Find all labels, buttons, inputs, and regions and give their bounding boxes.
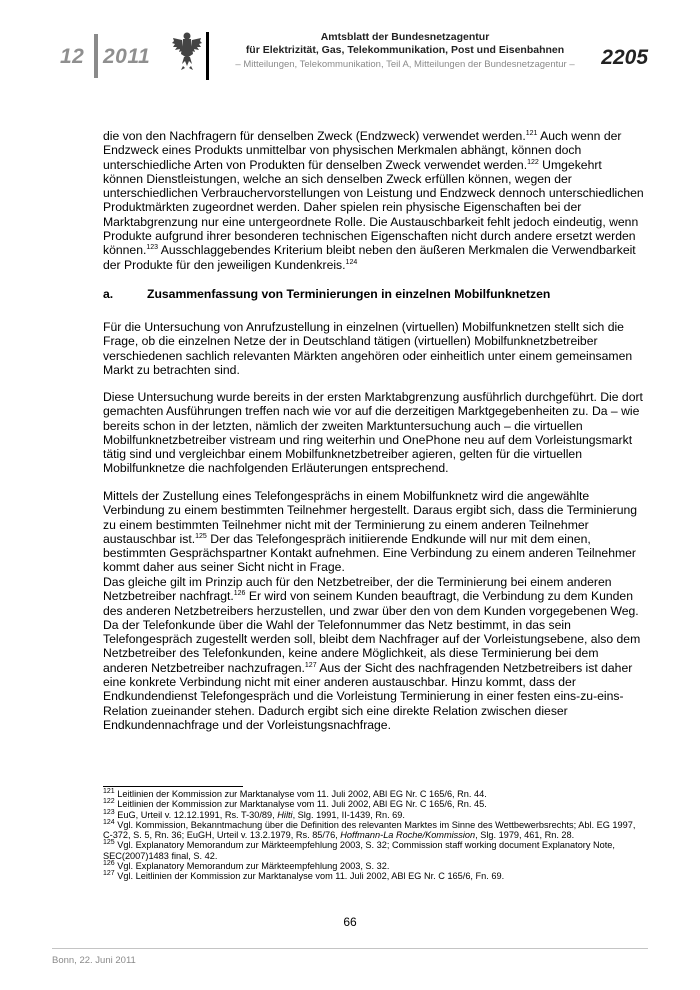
issue-year: 2011: [103, 45, 151, 68]
footnote-ref: 121: [525, 129, 538, 137]
footnote-number: 122: [103, 798, 115, 806]
section-heading: [103, 287, 645, 301]
header-divider: [94, 34, 98, 78]
header-page-number: 2205: [601, 46, 648, 69]
footnote-case-name: Hilti: [277, 809, 293, 820]
header-divider-black: [206, 32, 209, 80]
federal-eagle-icon: [171, 30, 203, 72]
footnote-ref: 126: [233, 590, 246, 598]
text-run: Umgekehrt können Dienstleistungen, welche an sich denselben Zweck erfüllen können, wegen der unterschiedlichen Verbrauchervorstellungen von Leistung und Endzweck dennoch unterschiedlichen Produktmärkten zugeordnet werden. Daher spielen rein physische Eigenschaften bei der Marktabgrenzung nur eine untergeordnete Rolle. Die Austauschbarkeit fehlt jedoch eindeutig, wenn Produkte aufgrund ihrer besonderen technischen Eigenschaften nicht durch andere ersetzt werden können.: [103, 157, 644, 258]
footnote-number: 125: [103, 839, 115, 847]
text-run: Ausschlaggebendes Kriterium bleibt neben den äußeren Merkmalen die Verwendbarkeit der Produkte für den jeweiligen Kundenkreis.: [103, 243, 636, 272]
issue-number: 12: [60, 45, 85, 68]
paragraph-2: [103, 320, 645, 377]
footnote-123: [103, 810, 645, 820]
footnote-ref: 123: [146, 244, 159, 252]
text-run: Aus der Sicht des nachfragenden Netzbetreibers ist daher eine konkrete Verbindung nicht mit einer anderen austauschbar. Hinzu kommt, dass der Endkundendienst Telefongespräch und die Vorleistung Terminierung in einer festen eins-zu-eins-Relation zueinander stehen. Dadurch ergibt sich eine direkte Relation zwischen dieser Endkundennachfrage und der Vorleistungsnachfrage.: [103, 660, 633, 732]
footer-rule: [52, 948, 648, 949]
footnote-ref: 124: [345, 258, 358, 266]
paragraph-1: [103, 129, 645, 272]
section-letter: a.: [103, 287, 114, 301]
paragraph-text: Für die Untersuchung von Anrufzustellung in einzelnen (virtuellen) Mobilfunknetzen stellt sich die Frage, ob die einzelnen Netze der in Deutschland tätigen (virtuellen) Mobilfunknetzbetreiber verschiedenen sachlich relevanten Märkten angehören oder einheitlich unter einem gemeinsamen Markt zu betrachten sind.: [103, 320, 633, 377]
footnotes: [103, 789, 645, 882]
footnote-ref: 122: [527, 158, 539, 166]
footnote-ref: 125: [195, 532, 207, 540]
text-run: Der das Telefongespräch initiierende Endkunde will nur mit dem einen, bestimmten Gesprächspartner Kontakt aufnehmen. Eine Verbindung zu einem anderen Teilnehmer kommt daher aus seiner Sicht nicht in Frage.: [103, 531, 636, 575]
footnote-126: [103, 861, 645, 871]
footnote-ref: 127: [304, 661, 317, 669]
footnote-125: [103, 840, 645, 861]
text-run: Mittels der Zustellung eines Telefongesprächs in einem Mobilfunknetz wird die angewählte Verbindung zu einem bestimmten Teilnehmer hergestellt. Daraus ergibt sich, dass die Terminierung zu einem bestimmten Teilnehmer nicht mit der Terminierung zu einem anderen Teilnehmer austauschbar ist.: [103, 489, 638, 546]
paragraph-text: Diese Untersuchung wurde bereits in der ersten Marktabgrenzung ausführlich durchgeführt. Die dort gemachten Ausführungen treffen nach wie vor auf die derzeitigen Marktgegebenheiten zu. Da – wie bereits schon in der letzten, nämlich der zweiten Marktuntersuchung auch – die virtuellen Mobilfunknetzbetreiber vistream und ring weiterhin und OnePhone neu auf dem Vorleistungsmarkt tätig sind und vergleichbar einem Mobilfunknetzbetreiber agieren, gelten für die virtuellen Mobilfunknetze die nachfolgenden Erläuterungen entsprechend.: [103, 390, 643, 476]
text-run: die von den Nachfragern für denselben Zweck (Endzweck) verwendet werden.: [103, 129, 526, 143]
footnote-text: Leitlinien der Kommission zur Marktanalyse vom 11. Juli 2002, ABl EG Nr. C 165/6, Rn. 45.: [114, 799, 487, 810]
paragraph-3: [103, 390, 645, 476]
footnote-number: 124: [103, 818, 115, 826]
footnote-separator: [103, 786, 243, 787]
footnote-127: [103, 871, 645, 881]
footnote-text: EuG, Urteil v. 12.12.1991, Rs. T-30/89,: [114, 809, 278, 820]
footnote-number: 121: [103, 787, 115, 795]
footnote-122: [103, 799, 645, 809]
footnote-text: Vgl. Explanatory Memorandum zur Märkteempfehlung 2003, S. 32.: [114, 861, 390, 872]
footnote-number: 123: [103, 808, 115, 816]
text-run: Auch wenn der Endzweck eines Produkts unmittelbar von physischen Merkmalen abhängt, können doch unterschiedliche Arten von Produkten für denselben Zweck verwendet werden.: [103, 129, 622, 172]
footnote-text: , Slg. 1979, 461, Rn. 28.: [475, 830, 575, 841]
paragraph-4: [103, 489, 645, 575]
footnote-text: Vgl. Kommission, Bekanntmachung über die Definition des relevanten Marktes im Sinne des Wettbewerbsrechts; Abl. EG 1997, C-372, S. 5, Rn. 36; EuGH, Urteil v. 13.2.1979, Rs. 85/76,: [103, 819, 636, 841]
footnote-number: 127: [103, 870, 115, 878]
journal-subtitle: – Mitteilungen, Telekommunikation, Teil A, Mitteilungen der Bundesnetzagentur –: [235, 59, 575, 70]
footnote-number: 126: [103, 860, 115, 868]
section-title: Zusammenfassung von Terminierungen in einzelnen Mobilfunknetzen: [147, 287, 551, 301]
footnote-124: [103, 820, 645, 841]
page-number: 66: [343, 915, 357, 929]
paragraph-5: [103, 575, 645, 732]
footnote-text: Leitlinien der Kommission zur Marktanalyse vom 11. Juli 2002, ABl EG Nr. C 165/6, Rn. 44.: [114, 789, 487, 799]
footnote-text: Vgl. Leitlinien der Kommission zur Marktanalyse vom 11. Juli 2002, ABl EG Nr. C 165/6, Fn. 69.: [114, 871, 505, 882]
journal-title-line1: Amtsblatt der Bundesnetzagentur: [320, 31, 490, 43]
text-run: Das gleiche gilt im Prinzip auch für den Netzbetreiber, der die Terminierung bei einem anderen Netzbetreiber nachfragt.: [103, 575, 612, 604]
footnote-case-name: Hoffmann-La Roche/Kommission: [340, 830, 476, 841]
text-run: Er wird von seinem Kunden beauftragt, die Verbindung zu dem Kunden des anderen Netzbetreibers herzustellen, und zwar über den von dem Kunden vorgegebenen Weg. Da der Telefonkunde über die Wahl der Telefonnummer das Netz bestimmt, in das sein Telefongespräch zugestellt werden soll, bleibt dem Nachfrager auf der Vorleistungsebene, also dem Netzbetreiber des Telefonkunden, keine andere Möglichkeit, als diese Terminierung bei dem anderen Netzbetreiber nachzufragen.: [103, 589, 641, 675]
journal-title: [212, 31, 598, 56]
footnote-text: Vgl. Explanatory Memorandum zur Märkteempfehlung 2003, S. 32; Commission staff working document Explanatory Note, SEC(2007)1483 final, S. 42.: [103, 840, 615, 861]
footer-date: Bonn, 22. Juni 2011: [52, 955, 136, 966]
footnote-121: [103, 789, 645, 799]
journal-title-line2: für Elektrizität, Gas, Telekommunikation, Post und Eisenbahnen: [245, 43, 565, 56]
footnote-text: , Slg. 1991, II-1439, Rn. 69.: [292, 809, 405, 820]
